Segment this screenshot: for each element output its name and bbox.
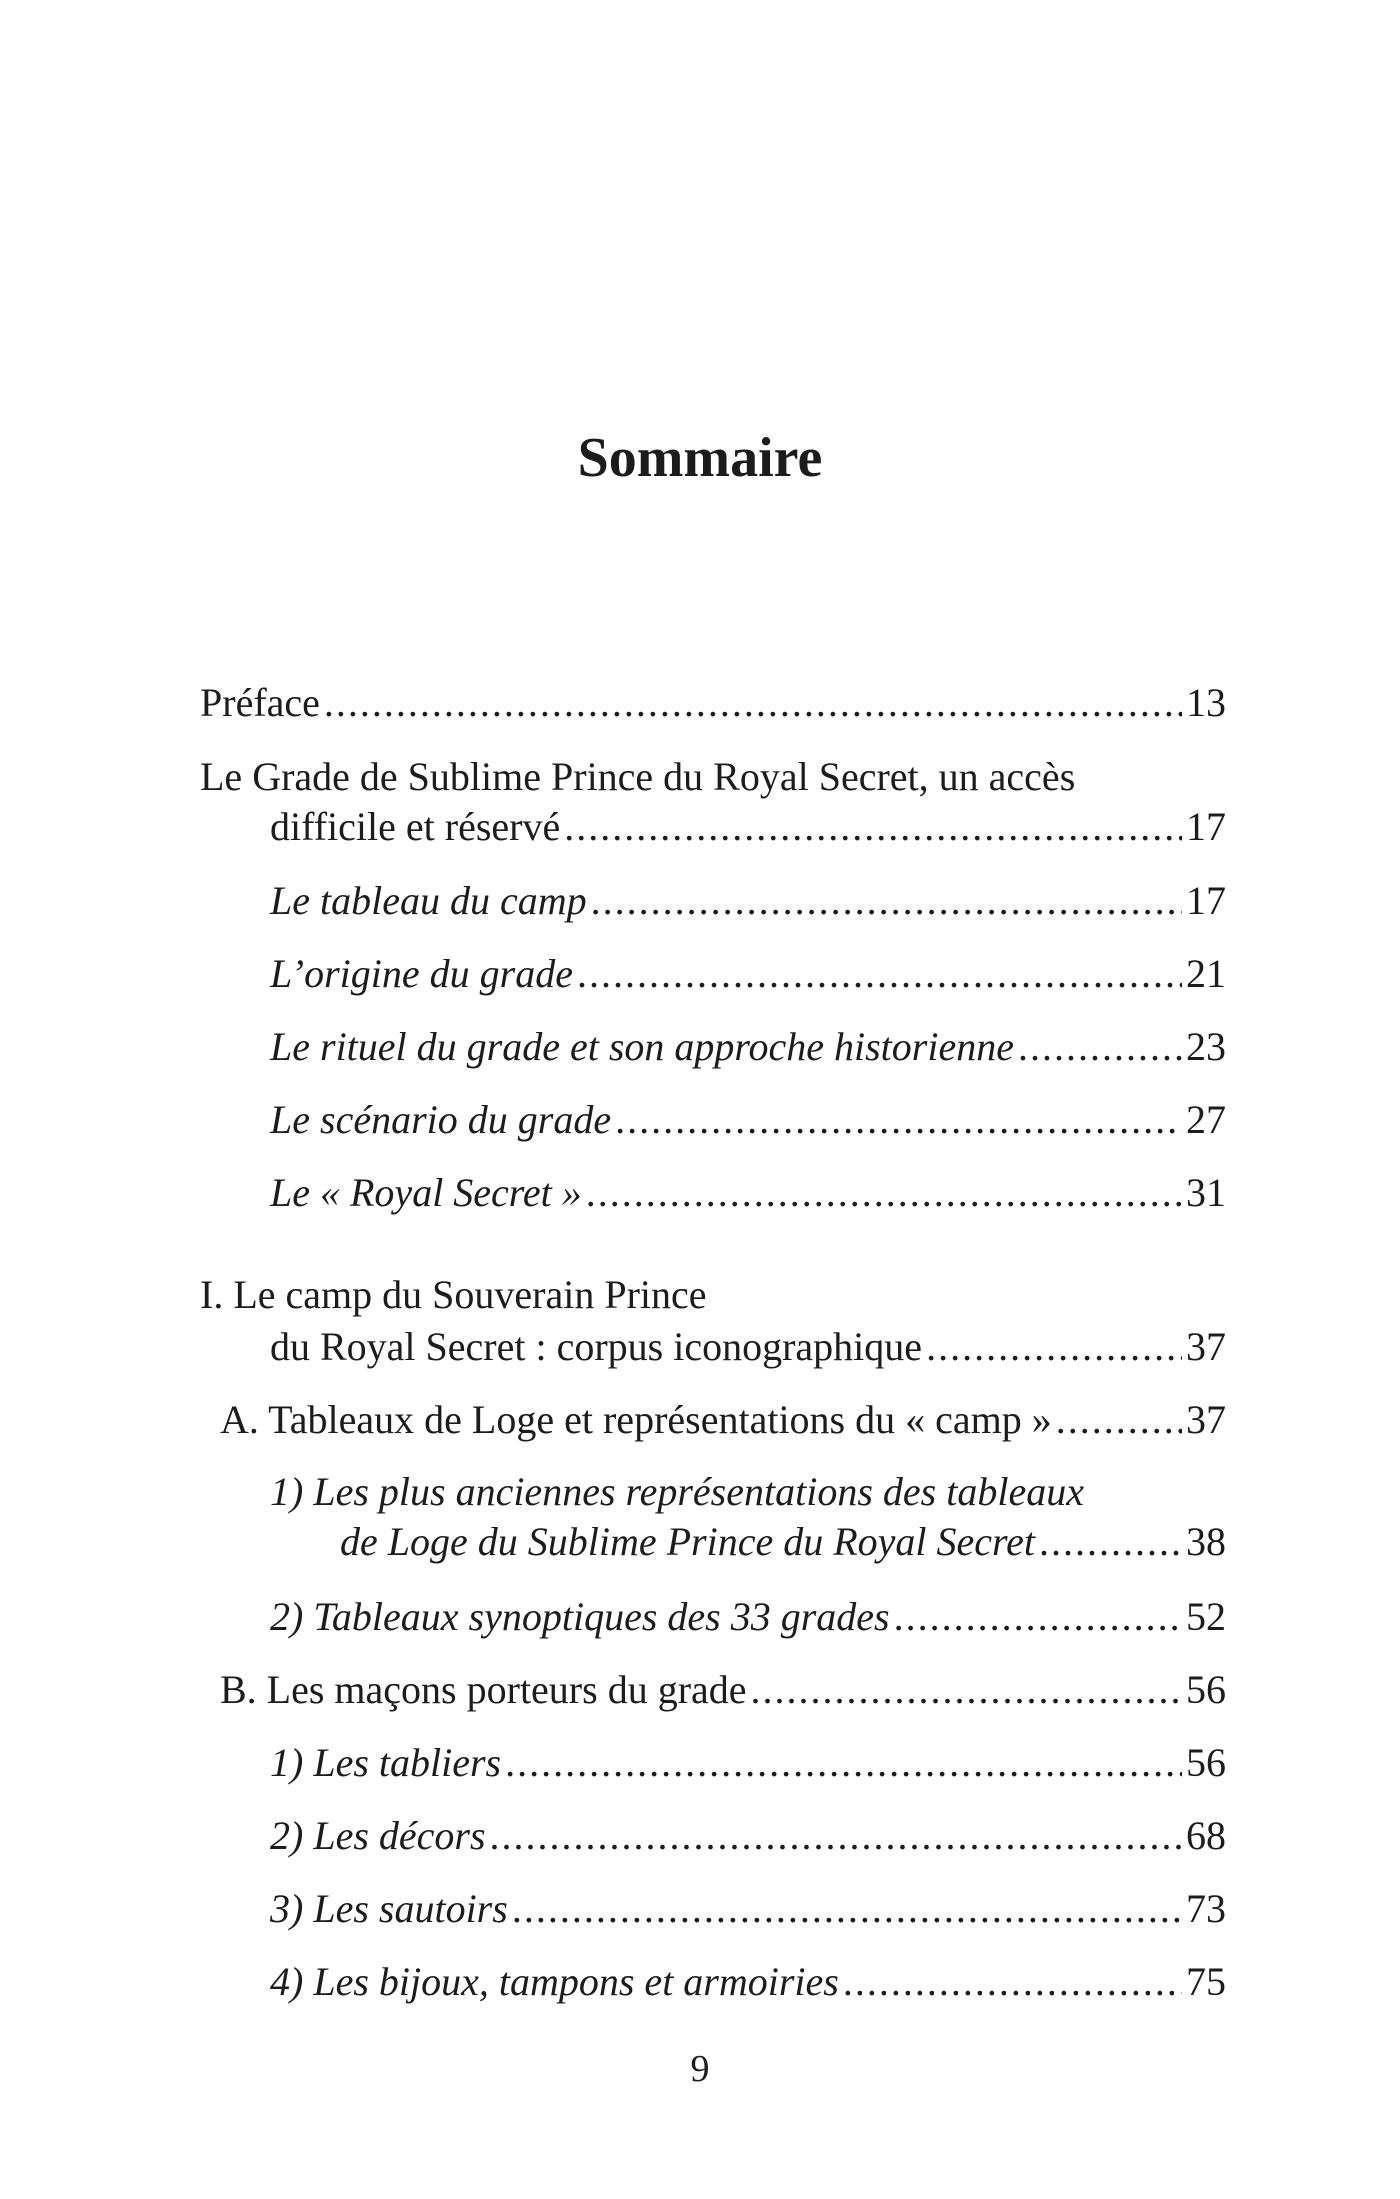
toc-entry-b4[interactable] <box>270 1957 1226 2007</box>
toc-page-number: 56 <box>1186 1667 1226 1712</box>
toc-entry-label: B. Les maçons porteurs du grade <box>220 1667 747 1712</box>
dot-leader <box>591 876 1182 926</box>
dot-leader <box>926 1322 1182 1372</box>
toc-entry-label: Le tableau du camp <box>270 878 587 923</box>
toc-entry-grade-line1: Le Grade de Sublime Prince du Royal Secret, un accès <box>200 754 1076 799</box>
dot-leader <box>324 678 1182 728</box>
toc-entry-label: Le rituel du grade et son approche historienne <box>270 1024 1014 1069</box>
dot-leader <box>586 1168 1182 1218</box>
toc-entry-a2[interactable] <box>270 1592 1226 1642</box>
toc-page-number: 13 <box>1186 680 1226 725</box>
toc-entry-label: 2) Tableaux synoptiques des 33 grades <box>270 1594 890 1639</box>
page-number: 9 <box>690 2048 710 2090</box>
toc-entry-preface[interactable] <box>200 678 1226 728</box>
toc-page-number: 37 <box>1186 1397 1226 1442</box>
toc-entry-label: 1) Les tabliers <box>270 1740 502 1785</box>
toc-entry-label: de Loge du Sublime Prince du Royal Secret <box>340 1519 1035 1564</box>
dot-leader <box>577 949 1182 999</box>
toc-page-number: 27 <box>1186 1097 1226 1142</box>
dot-leader <box>505 1738 1182 1788</box>
toc-entry-royal-secret[interactable] <box>270 1168 1226 1218</box>
toc-entry-label: difficile et réservé <box>270 804 561 849</box>
toc-entry-label: L’origine du grade <box>270 951 573 996</box>
toc-page-number: 73 <box>1186 1886 1226 1931</box>
dot-leader <box>564 802 1182 852</box>
dot-leader <box>1039 1517 1182 1567</box>
toc-entry-b2[interactable] <box>270 1811 1226 1861</box>
toc-page-number: 17 <box>1186 804 1226 849</box>
toc-entry-b3[interactable] <box>270 1884 1226 1934</box>
dot-leader <box>490 1811 1182 1861</box>
toc-entry-a-tableaux[interactable] <box>220 1395 1226 1445</box>
toc-entry-label: Le scénario du grade <box>270 1097 612 1142</box>
dot-leader <box>512 1884 1182 1934</box>
toc-entry-label: Préface <box>200 680 320 725</box>
toc-page-number: 68 <box>1186 1813 1226 1858</box>
toc-entry-part1[interactable] <box>270 1322 1226 1372</box>
toc-entry-tableau-camp[interactable] <box>270 876 1226 926</box>
toc-page-number: 38 <box>1186 1519 1226 1564</box>
toc-page-number: 75 <box>1186 1959 1226 2004</box>
dot-leader <box>1018 1022 1182 1072</box>
toc-page-number: 17 <box>1186 878 1226 923</box>
toc-page-number: 52 <box>1186 1594 1226 1639</box>
toc-entry-rituel[interactable] <box>270 1022 1226 1072</box>
dot-leader <box>894 1592 1182 1642</box>
toc-entry-label: 3) Les sautoirs <box>270 1886 508 1931</box>
toc-entry-origine[interactable] <box>270 949 1226 999</box>
dot-leader <box>751 1665 1182 1715</box>
toc-entry-label: A. Tableaux de Loge et représentations du « camp » <box>220 1397 1052 1442</box>
toc-entry-scenario[interactable] <box>270 1095 1226 1145</box>
page-title: Sommaire <box>577 427 823 489</box>
toc-entry-part1-line1: I. Le camp du Souverain Prince <box>200 1272 707 1317</box>
toc-entry-a1[interactable] <box>340 1517 1226 1567</box>
toc-entry-label: 2) Les décors <box>270 1813 486 1858</box>
toc-page-number: 31 <box>1186 1170 1226 1215</box>
toc-entry-b-macons[interactable] <box>220 1665 1226 1715</box>
toc-page-number: 56 <box>1186 1740 1226 1785</box>
toc-entry-a1-line1: 1) Les plus anciennes représentations des tableaux <box>270 1469 1084 1514</box>
toc-entry-b1[interactable] <box>270 1738 1226 1788</box>
toc-page-number: 37 <box>1186 1324 1226 1369</box>
toc-page-number: 23 <box>1186 1024 1226 1069</box>
toc-entry-label: 4) Les bijoux, tampons et armoiries <box>270 1959 839 2004</box>
dot-leader <box>843 1957 1182 2007</box>
toc-page-number: 21 <box>1186 951 1226 996</box>
toc-entry-grade[interactable] <box>270 802 1226 852</box>
dot-leader <box>615 1095 1182 1145</box>
toc-entry-label: du Royal Secret : corpus iconographique <box>270 1324 923 1369</box>
dot-leader <box>1056 1395 1182 1445</box>
toc-entry-label: Le « Royal Secret » <box>270 1170 582 1215</box>
